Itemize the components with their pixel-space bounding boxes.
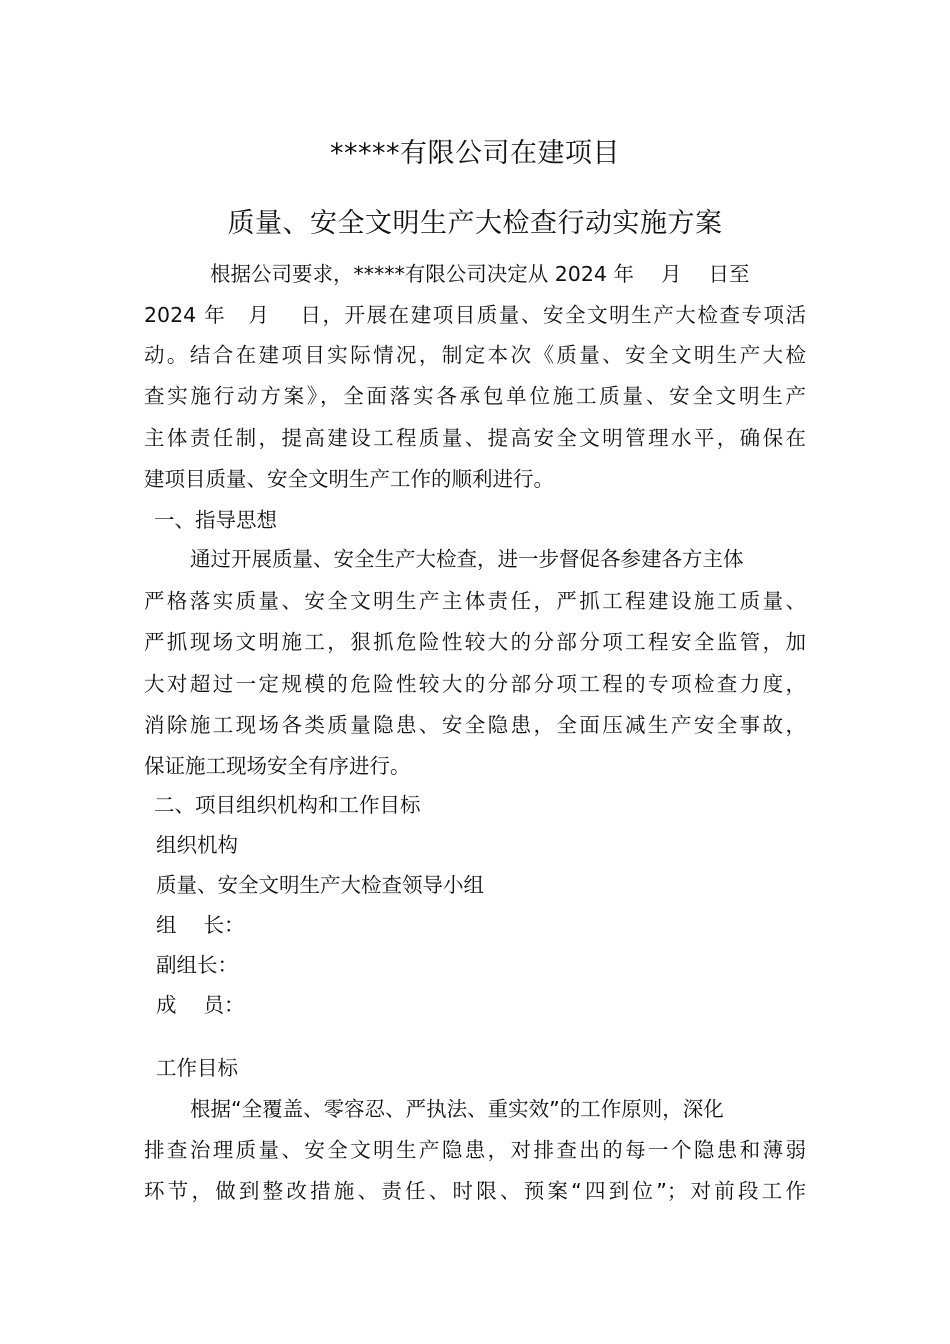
org-deputy-label: 副组长： xyxy=(156,953,238,977)
goal-paragraph-line: 环节，做到整改措施、责任、时限、预案“四到位”；对前段工作 xyxy=(144,1179,806,1203)
org-group-name: 质量、安全文明生产大检查领导小组 xyxy=(156,873,484,897)
intro-paragraph-line: 2024 年 月 日，开展在建项目质量、安全文明生产大检查专项活 xyxy=(144,303,806,327)
section-1-heading: 一、指导思想 xyxy=(154,508,277,532)
goal-paragraph-line: 排查治理质量、安全文明生产隐患，对排查出的每一个隐患和薄弱 xyxy=(144,1138,806,1162)
section-1-line: 严格落实质量、安全文明生产主体责任，严抓工程建设施工质量、 xyxy=(144,589,806,613)
section-1-line: 大对超过一定规模的危险性较大的分部分项工程的专项检查力度， xyxy=(144,672,806,696)
section-1-line: 严抓现场文明施工，狠抓危险性较大的分部分项工程安全监管，加 xyxy=(144,630,806,654)
document-title-line-1: *****有限公司在建项目 xyxy=(330,138,620,169)
intro-paragraph-line: 根据公司要求，*****有限公司决定从 2024 年 月 日至 xyxy=(210,262,750,286)
document-title-line-2: 质量、安全文明生产大检查行动实施方案 xyxy=(227,208,723,239)
intro-paragraph-line: 查实施行动方案》，全面落实各承包单位施工质量、安全文明生产 xyxy=(144,384,806,408)
goal-paragraph-line: 根据“全覆盖、零容忍、严执法、重实效”的工作原则，深化 xyxy=(190,1097,724,1121)
goal-heading: 工作目标 xyxy=(156,1056,238,1080)
section-1-line: 消除施工现场各类质量隐患、安全隐患，全面压减生产安全事故， xyxy=(144,713,806,737)
intro-paragraph-line: 主体责任制，提高建设工程质量、提高安全文明管理水平，确保在 xyxy=(144,426,806,450)
org-members-label: 成 员： xyxy=(156,993,245,1017)
org-leader-label: 组 长： xyxy=(156,913,245,937)
intro-paragraph-line: 建项目质量、安全文明生产工作的顺利进行。 xyxy=(144,467,554,491)
intro-paragraph-line: 动。结合在建项目实际情况，制定本次《质量、安全文明生产大检 xyxy=(144,343,806,367)
section-1-line: 通过开展质量、安全生产大检查，进一步督促各参建各方主体 xyxy=(190,547,744,571)
section-2-heading: 二、项目组织机构和工作目标 xyxy=(154,793,421,817)
section-1-line: 保证施工现场安全有序进行。 xyxy=(144,754,411,778)
org-heading: 组织机构 xyxy=(156,833,238,857)
